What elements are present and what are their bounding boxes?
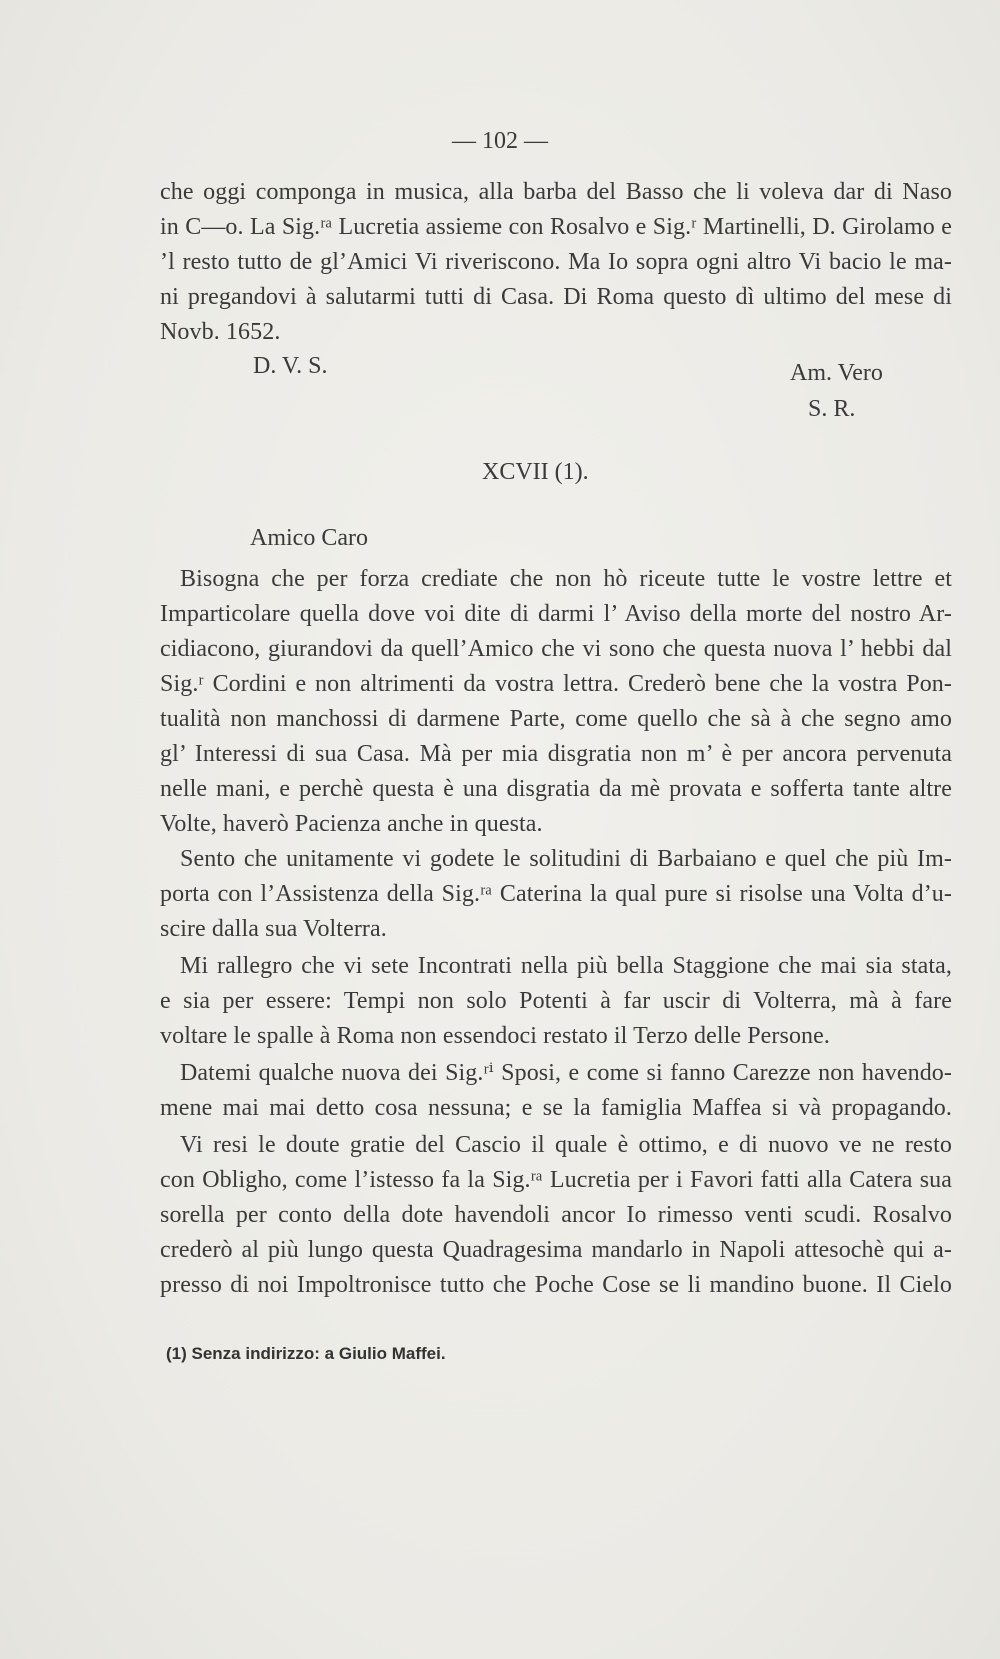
text-line: Bisogna che per forza crediate che non hò riceute tutte le vostre lettre et — [180, 566, 952, 592]
text-line: gl’ Interessi di sua Casa. Mà per mia disgratia non m’ è per ancora pervenuta — [160, 741, 952, 767]
footnote: (1) Senza indirizzo: a Giulio Maffei. — [166, 1344, 446, 1363]
page-number: — 102 — — [452, 128, 548, 154]
text-line: cidiacono, giurandovi da quell’Amico che vi sono che questa nuova l’ hebbi dal — [160, 636, 952, 662]
text-line: Volte, haverò Pacienza anche in questa. — [160, 811, 543, 837]
text-line: nelle mani, e perchè questa è una disgratia da mè provata e sofferta tante altre — [160, 776, 952, 802]
text-line: presso di noi Impoltronisce tutto che Poche Cose se li mandino buone. Il Cielo — [160, 1272, 952, 1298]
text-line: con Obligho, come l’istesso fa la Sig.ʳᵃ Lucretia per i Favori fatti alla Catera sua — [160, 1167, 952, 1193]
text-line: tualità non manchossi di darmene Parte, come quello che sà à che segno amo — [160, 706, 952, 732]
text-line: Vi resi le doute gratie del Cascio il quale è ottimo, e di nuovo ve ne resto — [180, 1132, 952, 1158]
text-line: Sig.ʳ Cordini e non altrimenti da vostra lettra. Crederò bene che la vostra Pon- — [160, 671, 952, 697]
text-line: che oggi componga in musica, alla barba del Basso che li voleva dar di Naso — [160, 179, 952, 205]
text-line: ni pregandovi à salutarmi tutti di Casa. Di Roma questo dì ultimo del mese di — [160, 284, 952, 310]
text-line: Datemi qualche nuova dei Sig.ʳⁱ Sposi, e come si fanno Carezze non havendo- — [180, 1060, 952, 1086]
text-line: Novb. 1652. — [160, 319, 281, 345]
text-line: voltare le spalle à Roma non essendoci restato il Terzo delle Persone. — [160, 1023, 830, 1049]
text-line: crederò al più lungo questa Quadragesima mandarlo in Napoli attesochè qui a- — [160, 1237, 952, 1263]
text-line: scire dalla sua Volterra. — [160, 916, 387, 942]
text-line: porta con l’Assistenza della Sig.ʳᵃ Caterina la qual pure si risolse una Volta d’u- — [160, 881, 952, 907]
text-line: in C—o. La Sig.ʳᵃ Lucretia assieme con Rosalvo e Sig.ʳ Martinelli, D. Girolamo e — [160, 214, 952, 240]
text-line: sorella per conto della dote havendoli ancor Io rimesso venti scudi. Rosalvo — [160, 1202, 952, 1228]
text-line: e sia per essere: Tempi non solo Potenti à far uscir di Volterra, mà à fare — [160, 988, 952, 1014]
text-line: Mi rallegro che vi sete Incontrati nella più bella Staggione che mai sia stata, — [180, 953, 952, 979]
letter-number: XCVII (1). — [482, 459, 589, 485]
text-line: Imparticolare quella dove voi dite di darmi l’ Aviso della morte del nostro Ar- — [160, 601, 952, 627]
text-line: mene mai mai detto cosa nessuna; e se la famiglia Maffea si và propagando. — [160, 1095, 952, 1121]
text-line: Sento che unitamente vi godete le solitudini di Barbaiano e quel che più Im- — [180, 846, 952, 872]
text-line: ’l resto tutto de gl’Amici Vi riveriscono. Ma Io sopra ogni altro Vi bacio le ma- — [160, 249, 952, 275]
signoff-right-1: Am. Vero — [790, 360, 883, 386]
signoff-left: D. V. S. — [253, 353, 328, 379]
salutation: Amico Caro — [250, 525, 368, 551]
signoff-right-2: S. R. — [808, 396, 856, 422]
